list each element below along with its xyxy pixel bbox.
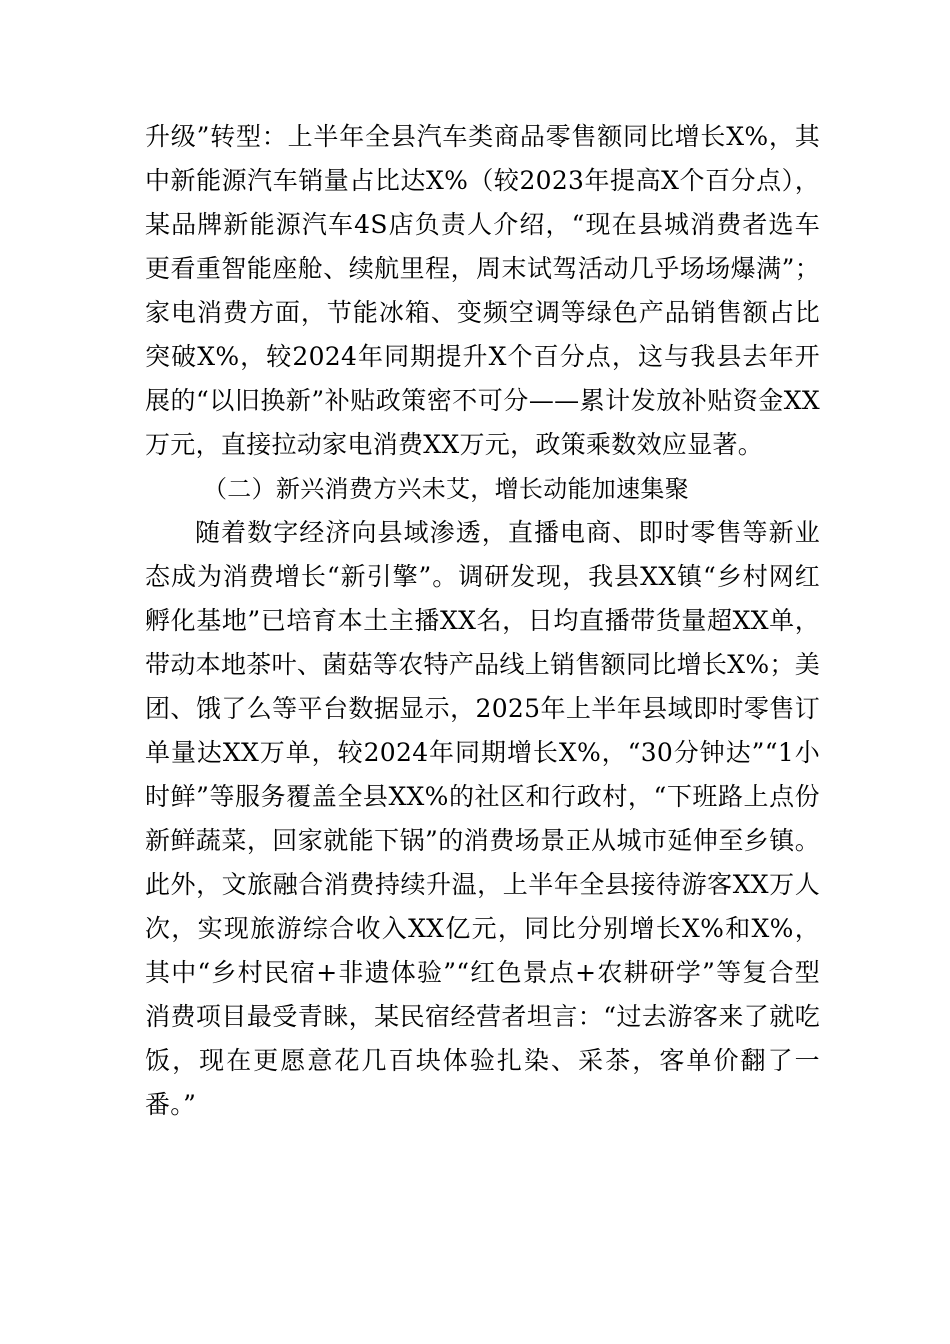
document-body: [145, 115, 820, 1127]
paragraph-body-1: 升级”转型：上半年全县汽车类商品零售额同比增长X%，其中新能源汽车销量占比达X%（较2023年提高X个百分点），某品牌新能源汽车4S店负责人介绍，“现在县城消费者选车更看重智能座舱、续航里程，周末试驾活动几乎场场爆满”；家电消费方面，节能冰箱、变频空调等绿色产品销售额占比突破X%，较2024年同期提升X个百分点，这与我县去年开展的“以旧换新”补贴政策密不可分——累计发放补贴资金XX万元，直接拉动家电消费XX万元，政策乘数效应显著。: [145, 122, 820, 459]
paragraph-body-2: 随着数字经济向县域渗透，直播电商、即时零售等新业态成为消费增长“新引擎”。调研发现，我县XX镇“乡村网红孵化基地”已培育本土主播XX名，日均直播带货量超XX单，带动本地茶叶、菌菇等农特产品线上销售额同比增长X%；美团、饿了么等平台数据显示，2025年上半年县域即时零售订单量达XX万单，较2024年同期增长X%，“30分钟达”“1小时鲜”等服务覆盖全县XX%的社区和行政村，“下班路上点份新鲜蔬菜，回家就能下锅”的消费场景正从城市延伸至乡镇。此外，文旅融合消费持续升温，上半年全县接待游客XX万人次，实现旅游综合收入XX亿元，同比分别增长X%和X%，其中“乡村民宿+非遗体验”“红色景点+农耕研学”等复合型消费项目最受青睐，某民宿经营者坦言：“过去游客来了就吃饭，现在更愿意花几百块体验扎染、采茶，客单价翻了一番。”: [145, 518, 820, 1119]
section-heading: （二）新兴消费方兴未艾，增长动能加速集聚: [203, 475, 689, 503]
